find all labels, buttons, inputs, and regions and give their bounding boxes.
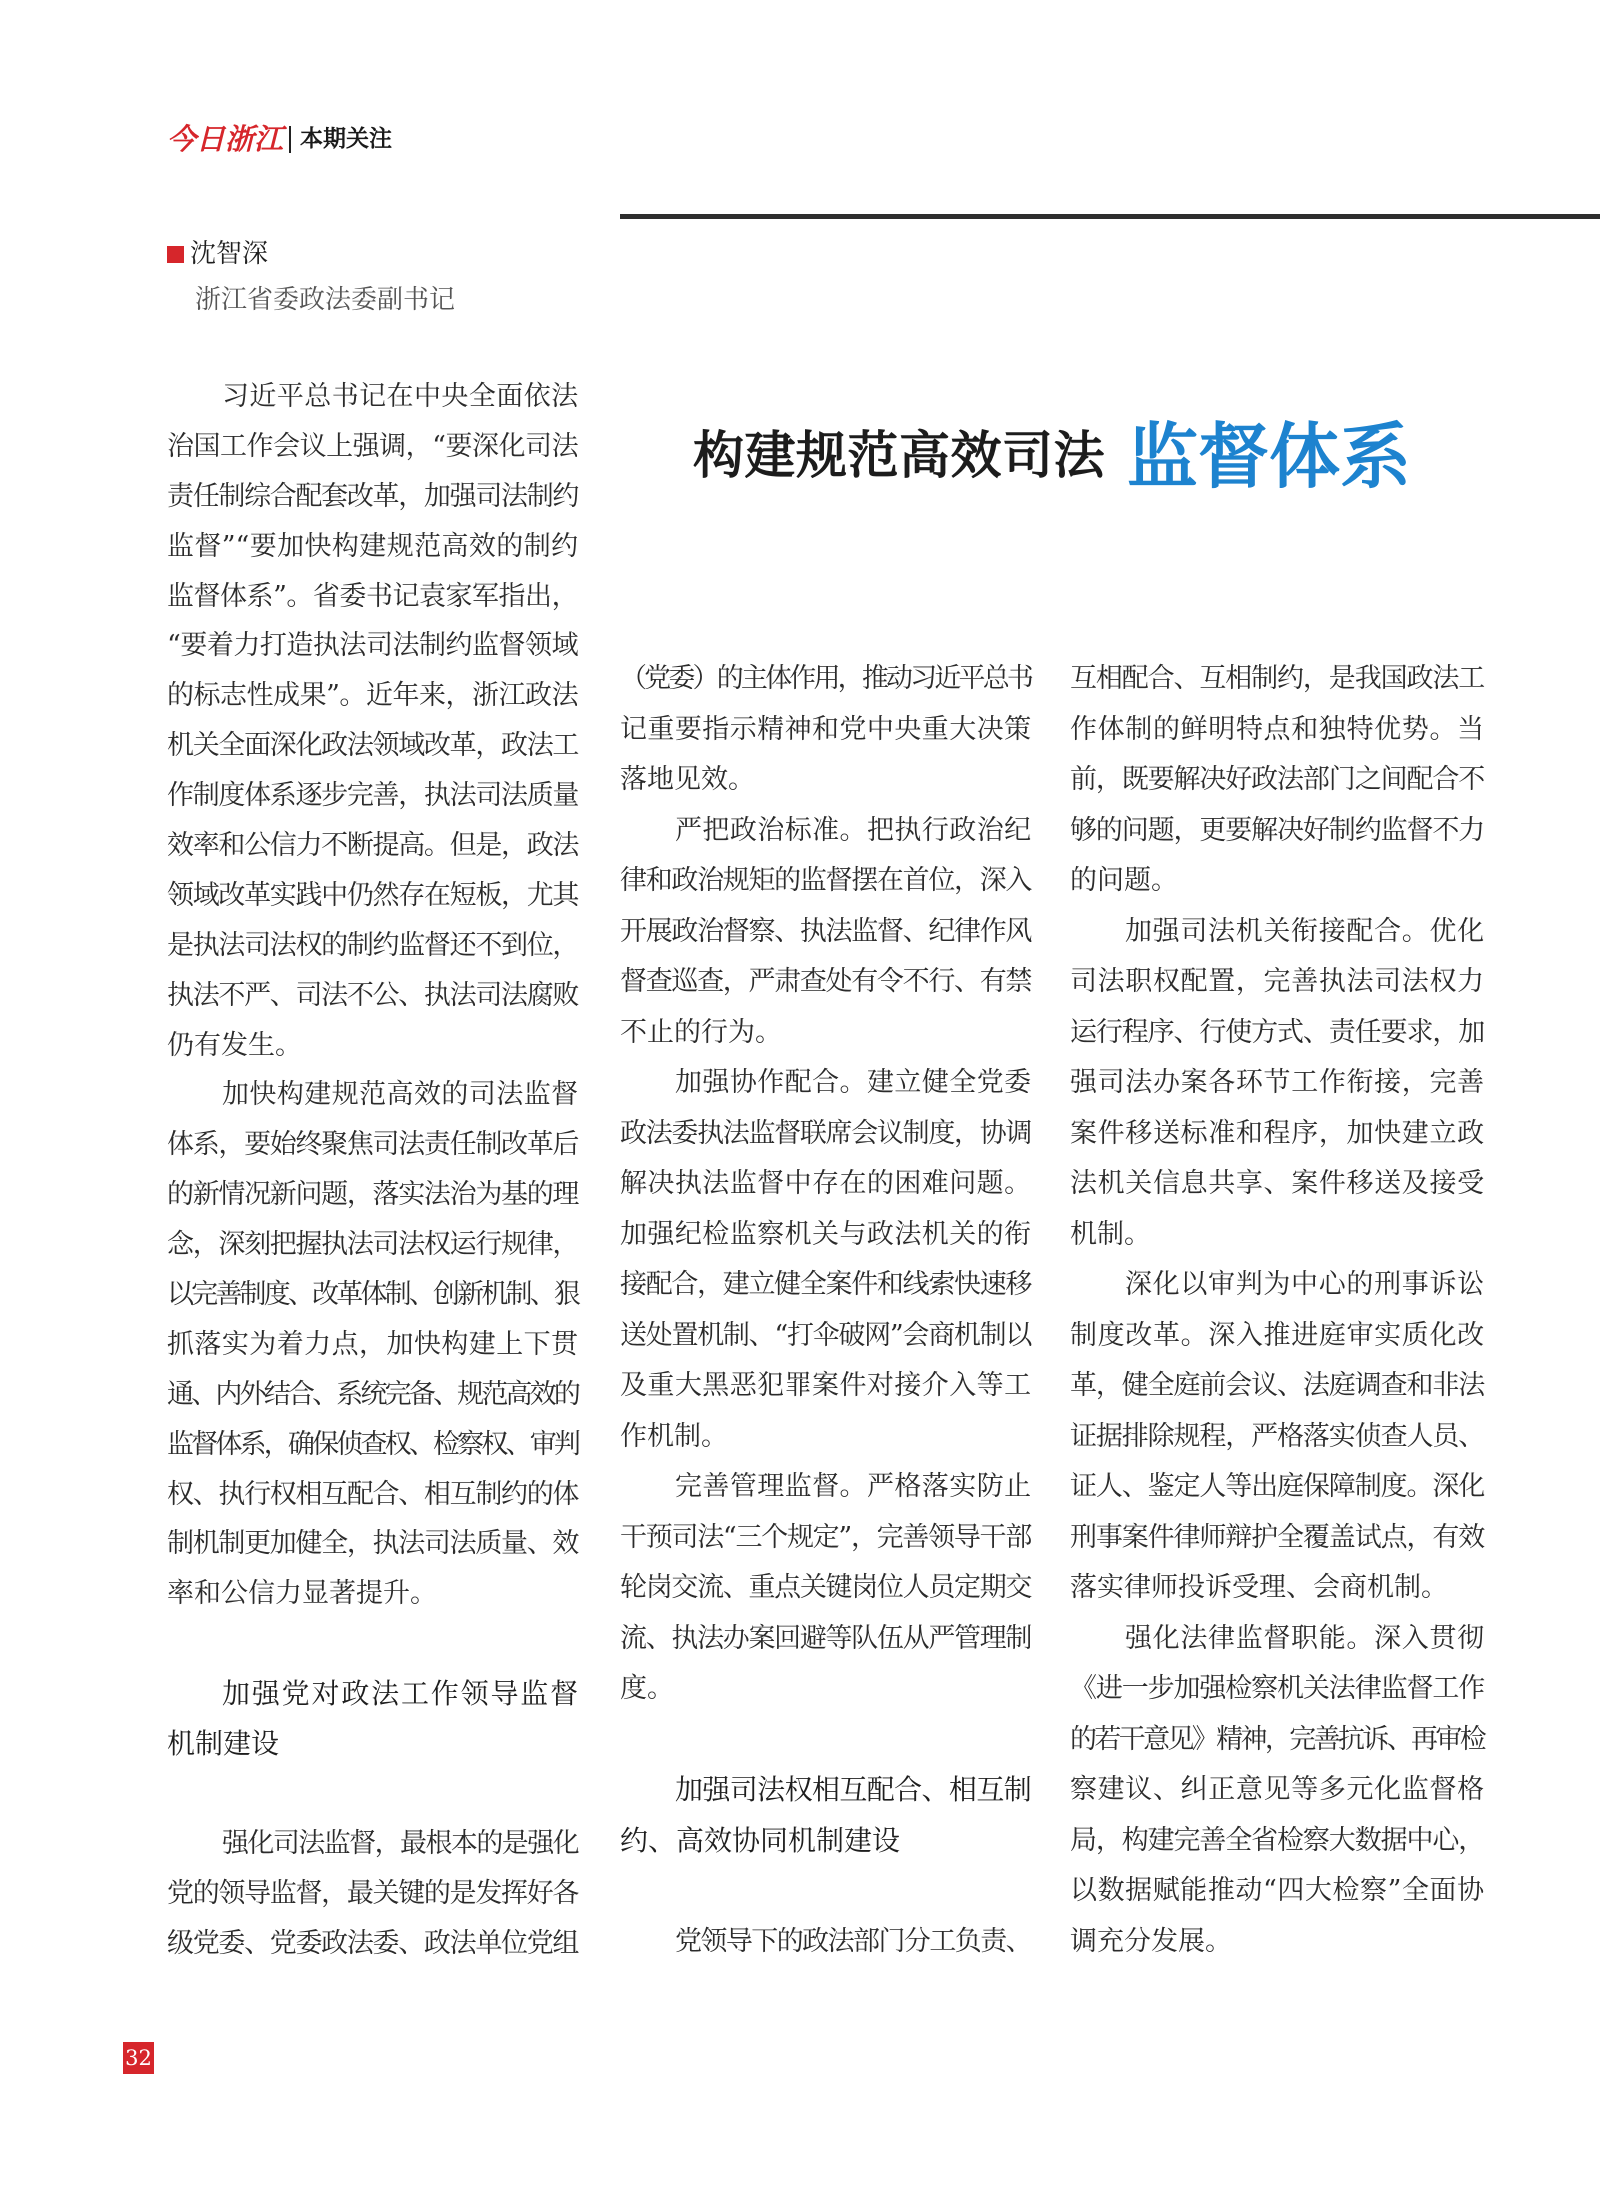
author-name: 沈智深	[190, 239, 269, 269]
text-line: 党领导下的政法部门分工负责、	[675, 1925, 1031, 1957]
text-line: 开展政治督察、执法监督、纪律作风	[620, 915, 1031, 947]
text-line: 送处置机制、“打伞破网”会商机制以	[620, 1319, 1031, 1351]
author-title: 浙江省委政法委副书记	[195, 285, 456, 315]
text-line: 度。	[620, 1673, 674, 1704]
text-line: 机制。	[1070, 1218, 1151, 1250]
paragraph	[1070, 907, 1484, 1261]
text-line: 制度改革。深入推进庭审实质化改	[1070, 1319, 1484, 1351]
text-line: 加强纪检监察机关与政法机关的衔	[620, 1218, 1031, 1250]
text-line: 制机制更加健全，执法司法质量、效	[167, 1528, 578, 1560]
text-line: 前，既要解决好政法部门之间配合不	[1070, 764, 1484, 795]
heading-line: 约、高效协同机制建设	[620, 1823, 901, 1857]
paragraph	[620, 1917, 1031, 1968]
text-line: 作机制。	[620, 1420, 728, 1452]
heading-line: 加强党对政法工作领导监督	[222, 1677, 578, 1711]
text-column-2	[620, 654, 1031, 1967]
text-line: 干预司法“三个规定”，完善领导干部	[620, 1521, 1031, 1553]
section-heading	[167, 1669, 578, 1769]
line-spacer	[167, 1619, 578, 1669]
text-line: 司法职权配置，完善执法司法权力	[1070, 966, 1484, 997]
masthead-separator	[289, 126, 291, 153]
text-line: 监督体系”。省委书记袁家军指出，	[167, 580, 578, 612]
text-line: 政法委执法监督联席会议制度，协调	[620, 1117, 1031, 1149]
text-line: 加强协作配合。建立健全党委	[675, 1067, 1031, 1098]
author-marker	[167, 246, 184, 263]
paragraph	[167, 1070, 578, 1619]
text-line: 落实律师投诉受理、会商机制。	[1070, 1572, 1448, 1603]
text-line: 落地见效。	[620, 764, 755, 795]
text-line: 治国工作会议上强调，“要深化司法	[167, 430, 578, 462]
paragraph	[620, 1058, 1031, 1462]
text-line: 律和政治规矩的监督摆在首位，深入	[620, 865, 1031, 896]
text-line: 局，构建完善全省检察大数据中心，	[1070, 1824, 1484, 1856]
text-line: 够的问题，更要解决好制约监督不力	[1070, 814, 1484, 846]
text-line: 是执法司法权的制约监督还不到位，	[167, 929, 578, 961]
text-line: 解决执法监督中存在的困难问题。	[620, 1168, 1031, 1199]
heading-line: 机制建设	[167, 1727, 280, 1761]
text-line: 强化法律监督职能。深入贯彻	[1125, 1622, 1484, 1654]
text-line: 权、执行权相互配合、相互制约的体	[167, 1478, 578, 1510]
title-highlight: 监督体系	[1127, 415, 1412, 498]
text-line: 完善管理监督。严格落实防止	[675, 1471, 1031, 1502]
line-spacer	[620, 1866, 1031, 1917]
text-line: 深化以审判为中心的刑事诉讼	[1125, 1269, 1484, 1300]
text-line: 执法不严、司法不公、执法司法腐败	[167, 979, 578, 1011]
text-line: 机关全面深化政法领域改革，政法工	[167, 730, 578, 762]
text-line: 互相配合、互相制约，是我国政法工	[1070, 663, 1484, 694]
text-line: 级党委、党委政法委、政法单位党组	[167, 1927, 578, 1959]
text-line: 效率和公信力不断提高。但是，政法	[167, 830, 578, 862]
text-line: 以数据赋能推动“四大检察”全面协	[1070, 1875, 1484, 1906]
text-line: 案件移送标准和程序，加快建立政	[1070, 1117, 1484, 1149]
text-line: 责任制综合配套改革，加强司法制约	[167, 480, 578, 512]
text-line: 严把政治标准。把执行政治纪	[675, 814, 1031, 846]
byline	[167, 238, 268, 270]
text-line: 率和公信力显著提升。	[167, 1578, 437, 1610]
text-line: 察建议、纠正意见等多元化监督格	[1070, 1774, 1484, 1805]
text-line: 刑事案件律师辩护全覆盖试点，有效	[1070, 1521, 1484, 1553]
text-column-3	[1070, 654, 1484, 1967]
paragraph	[167, 1819, 578, 1969]
text-line: 记重要指示精神和党中央重大决策	[620, 713, 1031, 745]
text-line: “要着力打造执法司法制约监督领域	[167, 630, 578, 662]
title-main: 构建规范高效司法	[693, 426, 1106, 486]
page-number: 32	[123, 2042, 154, 2074]
masthead	[167, 122, 392, 156]
text-line: 念，深刻把握执法司法权运行规律，	[167, 1229, 578, 1261]
text-line: 接配合，建立健全案件和线索快速移	[620, 1269, 1031, 1300]
text-line: 作体制的鲜明特点和独特优势。当	[1070, 713, 1484, 745]
section-heading	[620, 1765, 1031, 1866]
text-line: 《进一步加强检察机关法律监督工作	[1070, 1673, 1484, 1704]
text-line: 及重大黑恶犯罪案件对接介入等工	[620, 1370, 1031, 1401]
text-line: 的问题。	[1070, 865, 1178, 896]
text-line: 革，健全庭前会议、法庭调查和非法	[1070, 1370, 1484, 1401]
text-line: 作制度体系逐步完善，执法司法质量	[167, 780, 578, 812]
text-line: 加快构建规范高效的司法监督	[222, 1079, 578, 1111]
text-line: 以完善制度、改革体制、创新机制、狠	[167, 1279, 578, 1311]
paragraph	[1070, 654, 1484, 907]
text-line: 轮岗交流、重点关键岗位人员定期交	[620, 1572, 1031, 1603]
paragraph	[167, 372, 578, 1070]
text-line: 运行程序、行使方式、责任要求，加	[1070, 1016, 1484, 1048]
line-spacer	[620, 1715, 1031, 1766]
text-line: 证据排除规程，严格落实侦查人员、	[1070, 1420, 1484, 1452]
paragraph	[1070, 1260, 1484, 1614]
text-column-1	[167, 372, 578, 1969]
magazine-logo: 今日浙江	[167, 122, 284, 156]
line-spacer	[167, 1769, 578, 1819]
text-line: 监督体系，确保侦查权、检察权、审判	[167, 1428, 578, 1460]
text-line: 加强司法机关衔接配合。优化	[1125, 915, 1484, 947]
text-line: 抓落实为着力点，加快构建上下贯	[167, 1328, 578, 1360]
text-line: 党的领导监督，最关键的是发挥好各	[167, 1877, 578, 1909]
text-line: 流、执法办案回避等队伍从严管理制	[620, 1622, 1031, 1654]
paragraph	[620, 1462, 1031, 1715]
text-line: 强司法办案各环节工作衔接，完善	[1070, 1067, 1484, 1098]
text-line: 强化司法监督，最根本的是强化	[222, 1827, 578, 1859]
text-line: 证人、鉴定人等出庭保障制度。深化	[1070, 1471, 1484, 1502]
text-line: （党委）的主体作用，推动习近平总书	[620, 663, 1031, 694]
text-line: 督查巡查，严肃查处有令不行、有禁	[620, 966, 1031, 997]
text-line: 仍有发生。	[167, 1029, 302, 1061]
paragraph	[1070, 1614, 1484, 1968]
text-line: 领域改革实践中仍然存在短板，尤其	[167, 879, 578, 911]
section-label: 本期关注	[300, 126, 393, 152]
paragraph	[620, 654, 1031, 806]
top-rule	[620, 214, 1600, 219]
text-line: 体系，要始终聚焦司法责任制改革后	[167, 1129, 578, 1161]
text-line: 习近平总书记在中央全面依法	[222, 381, 578, 412]
text-line: 调充分发展。	[1070, 1925, 1232, 1957]
article-title	[693, 409, 1412, 498]
text-line: 的若干意见》精神，完善抗诉、再审检	[1070, 1723, 1484, 1755]
text-line: 不止的行为。	[620, 1016, 782, 1048]
text-line: 监督”“要加快构建规范高效的制约	[167, 530, 578, 562]
text-line: 通、内外结合、系统完备、规范高效的	[167, 1378, 578, 1410]
text-line: 的标志性成果”。近年来，浙江政法	[167, 680, 578, 712]
paragraph	[620, 806, 1031, 1059]
heading-line: 加强司法权相互配合、相互制	[675, 1773, 1031, 1806]
text-line: 法机关信息共享、案件移送及接受	[1070, 1168, 1484, 1199]
text-line: 的新情况新问题，落实法治为基的理	[167, 1179, 578, 1211]
